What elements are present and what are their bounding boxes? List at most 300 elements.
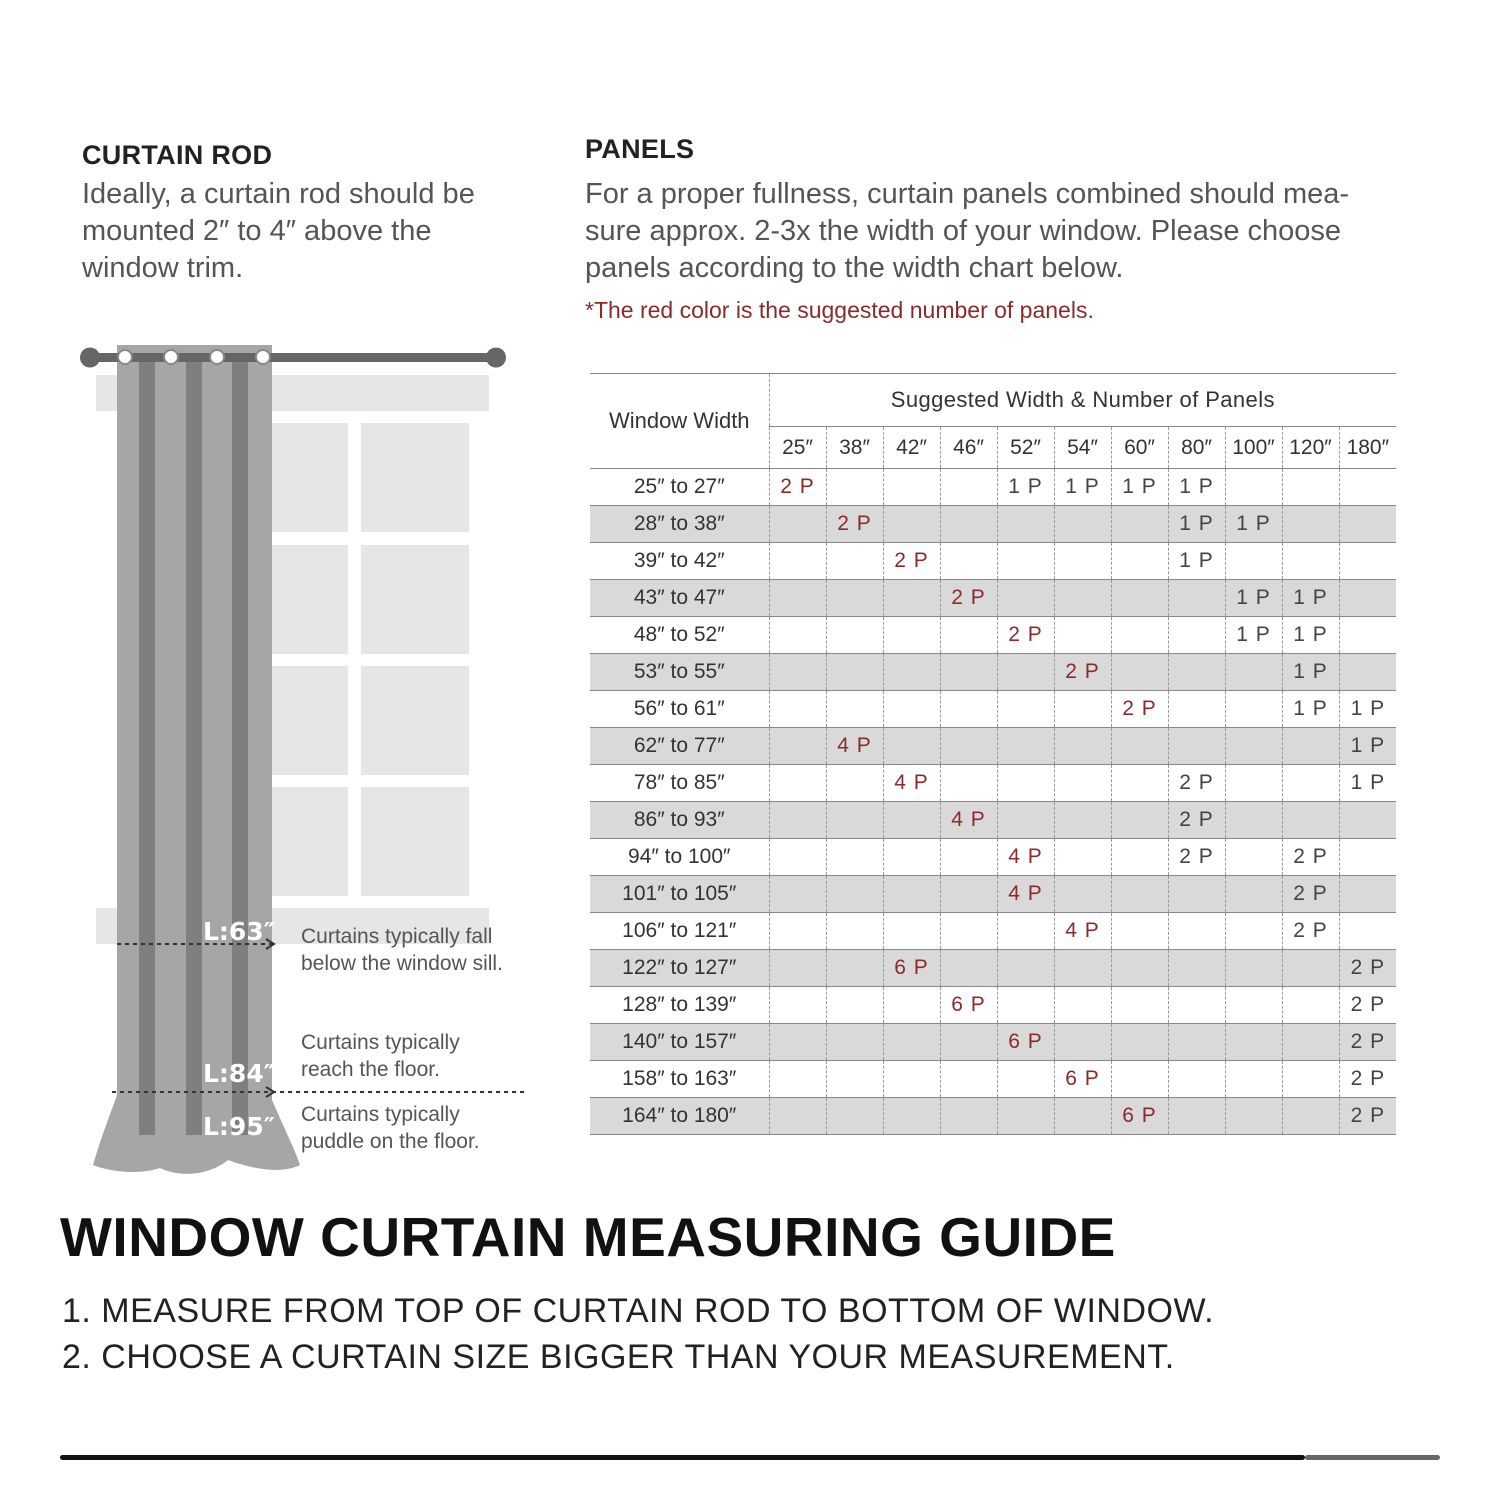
table-cell — [826, 728, 883, 765]
table-row — [590, 580, 1396, 617]
table-row — [590, 839, 1396, 876]
note-line: Curtains typically — [301, 1031, 460, 1054]
empty-cell — [1168, 654, 1225, 691]
empty-cell — [1054, 839, 1111, 876]
panel-width-1: 38″ — [826, 427, 883, 469]
panels-line: For a proper fullness, curtain panels combined should mea- — [585, 178, 1350, 210]
table-cell — [1168, 543, 1225, 580]
empty-cell — [940, 913, 997, 950]
empty-cell — [1054, 987, 1111, 1024]
empty-cell — [1282, 802, 1339, 839]
empty-cell — [1225, 469, 1282, 506]
suggested-panel-count: 6 P — [1008, 1030, 1043, 1053]
note-line: puddle on the floor. — [301, 1130, 480, 1153]
empty-cell — [940, 617, 997, 654]
suggested-panel-count: 6 P — [1122, 1104, 1157, 1127]
table-cell — [1339, 1098, 1396, 1135]
panel-count: 2 P — [1179, 845, 1214, 868]
empty-cell — [997, 654, 1054, 691]
table-cell — [883, 765, 940, 802]
empty-cell — [1111, 913, 1168, 950]
empty-cell — [883, 802, 940, 839]
window-width-range: 158″ to 163″ — [590, 1061, 769, 1098]
empty-cell — [769, 654, 826, 691]
panel-count: 2 P — [1293, 845, 1328, 868]
panel-width-0: 25″ — [769, 427, 826, 469]
table-cell — [826, 506, 883, 543]
empty-cell — [940, 950, 997, 987]
empty-cell — [940, 765, 997, 802]
empty-cell — [997, 506, 1054, 543]
panel-width-9: 120″ — [1282, 427, 1339, 469]
table-cell — [1282, 580, 1339, 617]
note-line: Curtains typically fall — [301, 925, 493, 948]
empty-cell — [1168, 1061, 1225, 1098]
empty-cell — [883, 1024, 940, 1061]
empty-cell — [1054, 765, 1111, 802]
empty-cell — [1054, 580, 1111, 617]
empty-cell — [769, 950, 826, 987]
table-cell — [997, 469, 1054, 506]
table-cell — [1339, 691, 1396, 728]
empty-cell — [826, 654, 883, 691]
table-row — [590, 1061, 1396, 1098]
empty-cell — [1111, 617, 1168, 654]
empty-cell — [1168, 987, 1225, 1024]
note-line: below the window sill. — [301, 952, 503, 975]
table-cell — [1168, 839, 1225, 876]
suggested-color-note: *The red color is the suggested number of panels. — [585, 297, 1094, 323]
empty-cell — [1282, 469, 1339, 506]
empty-cell — [997, 543, 1054, 580]
panel-width-10: 180″ — [1339, 427, 1396, 469]
empty-cell — [940, 543, 997, 580]
curtain-panel — [93, 345, 300, 1174]
table-cell — [1282, 913, 1339, 950]
window-width-range: 101″ to 105″ — [590, 876, 769, 913]
empty-cell — [1168, 728, 1225, 765]
empty-cell — [1225, 950, 1282, 987]
empty-cell — [1054, 617, 1111, 654]
panels-description — [585, 176, 1405, 287]
panel-width-rows — [590, 469, 1396, 1135]
table-cell — [1168, 506, 1225, 543]
bottom-divider — [60, 1455, 1305, 1460]
empty-cell — [769, 1061, 826, 1098]
empty-cell — [1282, 506, 1339, 543]
empty-cell — [1111, 728, 1168, 765]
empty-cell — [826, 839, 883, 876]
empty-cell — [1225, 728, 1282, 765]
panel-count: 1 P — [1350, 697, 1386, 720]
window-width-range: 106″ to 121″ — [590, 913, 769, 950]
empty-cell — [883, 987, 940, 1024]
window-width-range: 140″ to 157″ — [590, 1024, 769, 1061]
empty-cell — [883, 580, 940, 617]
window-width-range: 28″ to 38″ — [590, 506, 769, 543]
panel-count: 1 P — [1236, 512, 1271, 535]
empty-cell — [883, 728, 940, 765]
table-row — [590, 913, 1396, 950]
empty-cell — [1225, 543, 1282, 580]
table-cell — [1339, 1061, 1396, 1098]
suggested-panel-count: 4 P — [951, 808, 986, 831]
empty-cell — [1225, 654, 1282, 691]
suggested-panel-count: 2 P — [780, 475, 815, 498]
curtain-illustration — [0, 330, 560, 1190]
empty-cell — [1282, 728, 1339, 765]
panel-count: 2 P — [1179, 771, 1214, 794]
panel-width-5: 54″ — [1054, 427, 1111, 469]
table-cell — [940, 580, 997, 617]
empty-cell — [1168, 1098, 1225, 1135]
table-row — [590, 802, 1396, 839]
empty-cell — [769, 802, 826, 839]
table-row — [590, 876, 1396, 913]
suggested-panel-count: 4 P — [1065, 919, 1100, 942]
empty-cell — [1168, 876, 1225, 913]
panels-line: sure approx. 2-3x the width of your window. Please choose — [585, 215, 1342, 247]
table-cell — [1339, 950, 1396, 987]
empty-cell — [1168, 691, 1225, 728]
empty-cell — [1111, 765, 1168, 802]
empty-cell — [1054, 1098, 1111, 1135]
empty-cell — [1168, 580, 1225, 617]
empty-cell — [826, 987, 883, 1024]
empty-cell — [883, 876, 940, 913]
curtain-rod-line: Ideally, a curtain rod should be — [82, 178, 475, 210]
table-row — [590, 1024, 1396, 1061]
empty-cell — [1054, 728, 1111, 765]
window-width-range: 78″ to 85″ — [590, 765, 769, 802]
guide-step-2: 2. CHOOSE A CURTAIN SIZE BIGGER THAN YOUR MEASUREMENT. — [62, 1338, 1175, 1376]
table-cell — [1339, 987, 1396, 1024]
empty-cell — [1111, 987, 1168, 1024]
table-cell — [1168, 469, 1225, 506]
table-row — [590, 654, 1396, 691]
empty-cell — [940, 839, 997, 876]
empty-cell — [826, 765, 883, 802]
empty-cell — [1111, 802, 1168, 839]
table-cell — [1225, 506, 1282, 543]
table-cell — [1339, 765, 1396, 802]
empty-cell — [997, 580, 1054, 617]
empty-cell — [997, 1098, 1054, 1135]
empty-cell — [1225, 1024, 1282, 1061]
empty-cell — [883, 1098, 940, 1135]
table-cell — [1282, 617, 1339, 654]
suggested-panel-count: 2 P — [894, 549, 929, 572]
window-width-range: 128″ to 139″ — [590, 987, 769, 1024]
empty-cell — [1111, 543, 1168, 580]
empty-cell — [1339, 654, 1396, 691]
suggested-panel-count: 4 P — [1008, 882, 1043, 905]
table-row — [590, 617, 1396, 654]
empty-cell — [940, 728, 997, 765]
empty-cell — [940, 654, 997, 691]
empty-cell — [1282, 1061, 1339, 1098]
empty-cell — [883, 617, 940, 654]
empty-cell — [997, 802, 1054, 839]
empty-cell — [1054, 950, 1111, 987]
table-cell — [1054, 1061, 1111, 1098]
suggested-width-header: Suggested Width & Number of Panels — [769, 374, 1396, 427]
empty-cell — [826, 913, 883, 950]
empty-cell — [1339, 617, 1396, 654]
window-width-range: 86″ to 93″ — [590, 802, 769, 839]
empty-cell — [1282, 950, 1339, 987]
panel-count: 1 P — [1350, 771, 1386, 794]
empty-cell — [826, 802, 883, 839]
empty-cell — [769, 987, 826, 1024]
note-line: reach the floor. — [301, 1058, 440, 1081]
table-row — [590, 691, 1396, 728]
empty-cell — [940, 506, 997, 543]
panel-count: 2 P — [1350, 993, 1386, 1016]
empty-cell — [1339, 580, 1396, 617]
table-cell — [769, 469, 826, 506]
table-cell — [1111, 1098, 1168, 1135]
table-row — [590, 506, 1396, 543]
bottom-divider-accent — [1305, 1455, 1440, 1460]
suggested-panel-count: 2 P — [951, 586, 986, 609]
suggested-panel-count: 4 P — [894, 771, 929, 794]
panel-width-2: 42″ — [883, 427, 940, 469]
empty-cell — [769, 506, 826, 543]
table-cell — [997, 617, 1054, 654]
window-width-range: 122″ to 127″ — [590, 950, 769, 987]
table-cell — [883, 950, 940, 987]
table-cell — [1339, 1024, 1396, 1061]
panel-width-3: 46″ — [940, 427, 997, 469]
empty-cell — [883, 654, 940, 691]
empty-cell — [940, 469, 997, 506]
window-width-header: Window Width — [590, 374, 769, 469]
panel-count: 1 P — [1122, 475, 1157, 498]
empty-cell — [940, 1061, 997, 1098]
empty-cell — [997, 913, 1054, 950]
empty-cell — [769, 617, 826, 654]
empty-cell — [1111, 876, 1168, 913]
empty-cell — [1111, 839, 1168, 876]
empty-cell — [769, 580, 826, 617]
window-width-range: 94″ to 100″ — [590, 839, 769, 876]
empty-cell — [1111, 654, 1168, 691]
empty-cell — [997, 691, 1054, 728]
empty-cell — [769, 691, 826, 728]
empty-cell — [1225, 1098, 1282, 1135]
panel-count: 2 P — [1350, 1067, 1386, 1090]
empty-cell — [1054, 876, 1111, 913]
empty-cell — [769, 913, 826, 950]
table-cell — [997, 876, 1054, 913]
empty-cell — [1339, 543, 1396, 580]
empty-cell — [1282, 1098, 1339, 1135]
empty-cell — [826, 617, 883, 654]
panel-count: 2 P — [1350, 1030, 1386, 1053]
empty-cell — [1054, 802, 1111, 839]
panel-width-chart — [590, 373, 1396, 1135]
empty-cell — [940, 876, 997, 913]
table-row — [590, 543, 1396, 580]
empty-cell — [1282, 543, 1339, 580]
table-cell — [997, 839, 1054, 876]
table-row — [590, 950, 1396, 987]
empty-cell — [997, 728, 1054, 765]
window-width-range: 25″ to 27″ — [590, 469, 769, 506]
empty-cell — [997, 765, 1054, 802]
table-cell — [940, 802, 997, 839]
empty-cell — [883, 506, 940, 543]
empty-cell — [1282, 765, 1339, 802]
table-cell — [1168, 802, 1225, 839]
guide-step-1: 1. MEASURE FROM TOP OF CURTAIN ROD TO BOTTOM OF WINDOW. — [62, 1292, 1215, 1330]
empty-cell — [1339, 913, 1396, 950]
suggested-panel-count: 4 P — [837, 734, 872, 757]
suggested-panel-count: 2 P — [837, 512, 872, 535]
empty-cell — [826, 1024, 883, 1061]
empty-cell — [769, 1098, 826, 1135]
empty-cell — [769, 543, 826, 580]
suggested-panel-count: 6 P — [951, 993, 986, 1016]
empty-cell — [1054, 1024, 1111, 1061]
suggested-panel-count: 2 P — [1065, 660, 1100, 683]
panel-count: 2 P — [1179, 808, 1214, 831]
empty-cell — [940, 1024, 997, 1061]
empty-cell — [1225, 1061, 1282, 1098]
guide-title: WINDOW CURTAIN MEASURING GUIDE — [60, 1206, 1116, 1268]
panel-width-7: 80″ — [1168, 427, 1225, 469]
length-95-label: L:95″ — [203, 1112, 275, 1141]
panel-count: 1 P — [1236, 623, 1271, 646]
curtain-rod-description — [82, 176, 522, 287]
empty-cell — [883, 691, 940, 728]
empty-cell — [826, 876, 883, 913]
empty-cell — [940, 1098, 997, 1135]
table-cell — [1111, 691, 1168, 728]
empty-cell — [826, 691, 883, 728]
panel-count: 1 P — [1179, 475, 1214, 498]
empty-cell — [1339, 469, 1396, 506]
empty-cell — [1225, 765, 1282, 802]
empty-cell — [826, 543, 883, 580]
empty-cell — [826, 580, 883, 617]
panel-count: 2 P — [1350, 1104, 1386, 1127]
empty-cell — [1225, 802, 1282, 839]
empty-cell — [1168, 1024, 1225, 1061]
window-width-range: 164″ to 180″ — [590, 1098, 769, 1135]
table-cell — [1282, 876, 1339, 913]
empty-cell — [1225, 839, 1282, 876]
empty-cell — [883, 913, 940, 950]
note-line: Curtains typically — [301, 1103, 460, 1126]
length-84-label: L:84″ — [203, 1059, 275, 1088]
table-cell — [1054, 469, 1111, 506]
panel-count: 1 P — [1293, 660, 1328, 683]
panel-count: 2 P — [1350, 956, 1386, 979]
empty-cell — [1339, 876, 1396, 913]
empty-cell — [997, 1061, 1054, 1098]
empty-cell — [940, 691, 997, 728]
panel-width-8: 100″ — [1225, 427, 1282, 469]
panel-count: 1 P — [1293, 697, 1328, 720]
empty-cell — [1225, 913, 1282, 950]
empty-cell — [1339, 506, 1396, 543]
empty-cell — [1282, 987, 1339, 1024]
empty-cell — [1111, 950, 1168, 987]
panel-count: 1 P — [1293, 586, 1328, 609]
table-cell — [1054, 654, 1111, 691]
empty-cell — [826, 469, 883, 506]
panel-count: 1 P — [1008, 475, 1043, 498]
panel-count: 2 P — [1293, 919, 1328, 942]
note-reach-floor — [301, 1029, 460, 1083]
table-row — [590, 765, 1396, 802]
suggested-panel-count: 6 P — [894, 956, 929, 979]
panels-line: panels according to the width chart below. — [585, 252, 1124, 284]
empty-cell — [883, 1061, 940, 1098]
empty-cell — [1054, 691, 1111, 728]
empty-cell — [769, 765, 826, 802]
table-cell — [1339, 728, 1396, 765]
empty-cell — [1111, 580, 1168, 617]
table-cell — [1225, 617, 1282, 654]
empty-cell — [1225, 987, 1282, 1024]
length-63-label: L:63″ — [203, 917, 275, 946]
empty-cell — [1054, 543, 1111, 580]
empty-cell — [1168, 950, 1225, 987]
table-cell — [1282, 654, 1339, 691]
empty-cell — [1225, 876, 1282, 913]
empty-cell — [769, 1024, 826, 1061]
empty-cell — [769, 876, 826, 913]
table-cell — [1225, 580, 1282, 617]
empty-cell — [769, 839, 826, 876]
empty-cell — [826, 1098, 883, 1135]
empty-cell — [997, 950, 1054, 987]
table-cell — [940, 987, 997, 1024]
panel-width-6: 60″ — [1111, 427, 1168, 469]
panel-count: 1 P — [1065, 475, 1100, 498]
window-width-range: 62″ to 77″ — [590, 728, 769, 765]
table-row — [590, 728, 1396, 765]
suggested-panel-count: 6 P — [1065, 1067, 1100, 1090]
table-cell — [883, 543, 940, 580]
table-cell — [1168, 765, 1225, 802]
empty-cell — [1339, 802, 1396, 839]
table-row — [590, 987, 1396, 1024]
panel-count: 1 P — [1179, 549, 1214, 572]
panel-count: 1 P — [1350, 734, 1386, 757]
table-cell — [997, 1024, 1054, 1061]
panel-width-4: 52″ — [997, 427, 1054, 469]
empty-cell — [1282, 1024, 1339, 1061]
curtain-rod-line: window trim. — [82, 252, 244, 284]
window-width-range: 43″ to 47″ — [590, 580, 769, 617]
table-row — [590, 469, 1396, 506]
note-below-sill — [301, 923, 503, 977]
empty-cell — [1054, 506, 1111, 543]
panel-count: 2 P — [1293, 882, 1328, 905]
empty-cell — [1111, 1061, 1168, 1098]
table-row — [590, 1098, 1396, 1135]
empty-cell — [1339, 839, 1396, 876]
empty-cell — [997, 987, 1054, 1024]
note-puddle-floor — [301, 1101, 480, 1155]
table-cell — [1111, 469, 1168, 506]
table-cell — [1282, 691, 1339, 728]
window-width-range: 56″ to 61″ — [590, 691, 769, 728]
